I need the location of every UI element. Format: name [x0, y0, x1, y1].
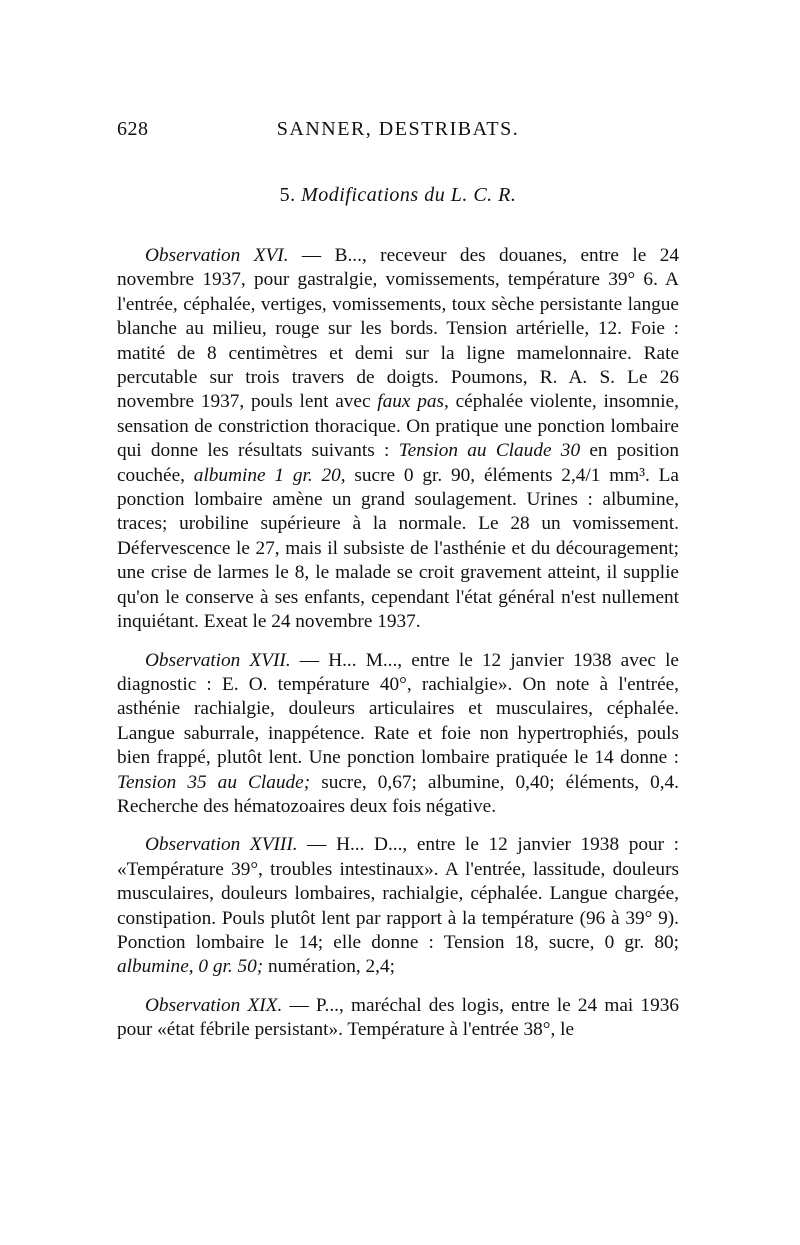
observation-label: Observation XIX. [145, 994, 283, 1016]
section-number: 5. [279, 184, 296, 206]
observation-paragraph [117, 649, 679, 820]
observation-italic: albumine, 0 gr. 50; [117, 956, 264, 978]
page-header [117, 118, 679, 146]
section-heading [117, 184, 679, 207]
observation-text: sucre, 0,67; albumine, 0,40; éléments, 0,4. Recherche des hématozoaires deux fois négative. [117, 771, 679, 817]
observation-italic: faux pas, [377, 391, 449, 413]
observation-italic: Tension 35 au Claude; [117, 771, 311, 793]
body-text [117, 244, 679, 1057]
observation-italic: Tension au Claude 30 [398, 440, 581, 462]
observation-text: — P..., maréchal des logis, entre le 24 mai 1936 pour «état fébrile persistant». Température à l'entrée 38°, le [117, 994, 679, 1041]
observation-paragraph [117, 244, 679, 635]
observation-text: sucre 0 gr. 90, éléments 2,4/1 mm³. La ponction lombaire amène un grand soulagement. Urines : albumine, traces; urobiline supérieure à la normale. Le 28 un vomissement. Défervescence le 27, mais il subsiste de l'asthénie et du découragement; une crise de larmes le 8, le malade se croit gravement atteint, il supplie qu'on le conserve à ses enfants, cependant l'état général n'est nullement inquiétant. Exeat le 24 novembre 1937. [117, 464, 679, 633]
page-number: 628 [117, 118, 149, 140]
observation-text: — B..., receveur des douanes, entre le 24 novembre 1937, pour gastralgie, vomissements, température 39° 6. A l'entrée, céphalée, vertiges, vomissements, toux sèche persistante langue blanche au milieu, rouge sur les bords. Tension artérielle, 12. Foie : matité de 8 centimètres et demi sur la ligne mamelonnaire. Rate percutable sur trois travers de doigts. Poumons, R. A. S. Le 26 novembre 1937, pouls lent avec [117, 245, 679, 413]
running-title: SANNER, DESTRIBATS. [276, 118, 520, 140]
observation-text: — H... D..., entre le 12 janvier 1938 pour : «Température 39°, troubles intestinaux». A l'entrée, lassitude, douleurs musculaires, douleurs lombaires, rachialgie, céphalée. Langue chargée, constipation. Pouls plutôt lent par rapport à la température (96 à 39° 9). Ponction lombaire le 14; elle donne : Tension 18, sucre, 0 gr. 80; [117, 834, 679, 953]
observation-label: Observation XVI. [145, 245, 289, 266]
observation-paragraph [117, 833, 679, 979]
observation-paragraph [117, 994, 679, 1043]
observation-label: Observation XVIII. [145, 834, 298, 856]
observation-text: — H... M..., entre le 12 janvier 1938 avec le diagnostic : E. O. température 40°, rachialgie». On note à l'entrée, asthénie rachialgie, douleurs articulaires et musculaires, céphalée. Langue saburrale, inappétence. Rate et foie non hypertrophiés, pouls bien frappé, plutôt lent. Une ponction lombaire pratiquée le 14 donne : [117, 649, 679, 769]
observation-italic: albumine 1 gr. 20, [193, 464, 346, 486]
observation-text: en position couchée, [117, 440, 679, 486]
observation-text: numération, 2,4; [263, 956, 395, 978]
observation-text: céphalée violente, insomnie, sensation de constriction thoracique. On pratique une ponction lombaire qui donne les résultats suivants : [117, 391, 679, 462]
observation-label: Observation XVII. [145, 649, 291, 671]
section-title: Modifications du L. C. R. [301, 184, 517, 206]
